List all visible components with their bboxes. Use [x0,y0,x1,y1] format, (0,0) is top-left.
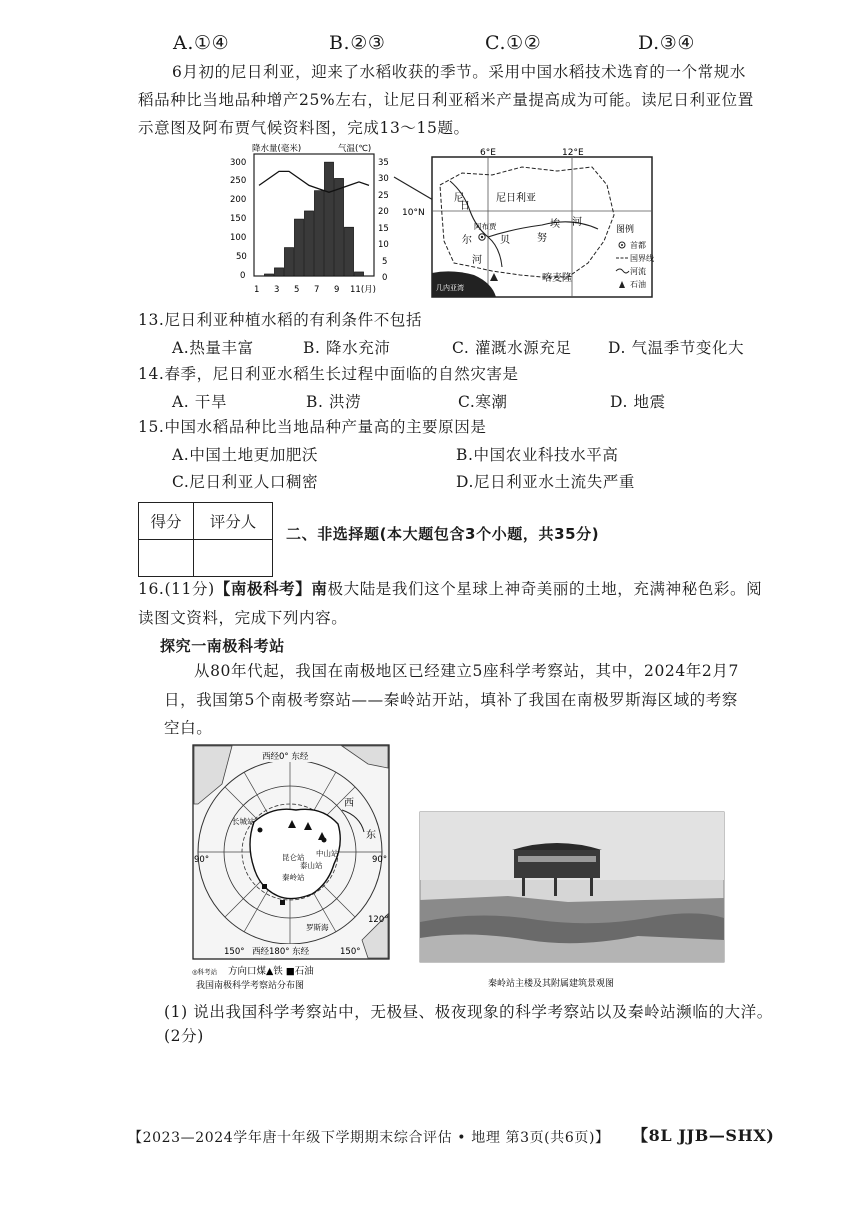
right-tick-5: 5 [382,257,388,267]
q14-option-a: A. 干旱 [172,393,228,411]
q12-option-a: A.①④ [173,32,230,54]
ross-sea-label: 罗斯海 [306,923,329,932]
legend-rest: 方向口煤▲铁 ■石油 [228,966,314,977]
q14-option-c: C.寒潮 [458,393,508,411]
benue-char-3: 埃 [550,219,560,230]
left-tick-200: 200 [230,195,247,205]
right-tick-25: 25 [378,191,389,201]
deg-120-right: 120° [368,915,389,925]
x-tick-5: 5 [294,285,300,295]
q15-option-a: A.中国土地更加肥沃 [172,446,319,464]
q15-option-c: C.尼日利亚人口稠密 [172,473,319,491]
station-dot-1 [322,838,327,843]
legend-title: 图例 [616,225,635,235]
x-tick-9: 9 [334,285,340,295]
station-qinling: 秦岭站 [282,873,305,882]
main-building [514,850,600,878]
intro-line-3: 示意图及阿布贾气候资料图，完成13～15题。 [138,119,470,137]
oil-icon-2 [280,900,285,905]
legend-oil: 石油 [630,280,646,289]
q15-stem: 15.中国水稻品种比当地品种产量高的主要原因是 [138,418,487,436]
cameroon-label: 喀麦隆 [542,273,572,284]
benue-char-1: 贝 [500,235,510,246]
nigeria-map [392,145,660,299]
explore-title: 探究一南极科考站 [160,637,285,655]
precip-bar-5 [294,219,303,276]
left-tick-0: 0 [240,271,246,281]
precip-bar-10 [344,227,353,276]
lon-6e-label: 6°E [480,148,496,158]
stilt-1 [522,878,525,896]
station-zhongshan: 中山站 [316,849,339,858]
lat-10n-label: 10°N [402,208,425,218]
right-tick-20: 20 [378,207,389,217]
chart-left-ticks [230,158,247,281]
niger-char-1: 尼 [454,193,464,204]
left-tick-150: 150 [230,214,247,224]
deg-150-right: 150° [340,947,361,957]
precip-bar-9 [334,178,343,276]
legend-capital-dot [621,244,623,246]
q13-stem: 13.尼日利亚种植水稻的有利条件不包括 [138,311,423,329]
bottom-meridian-label: 西经180° 东经 [252,947,310,957]
legend-capital: 首都 [630,241,646,250]
precip-bars [264,162,363,276]
q13-option-d: D. 气温季节变化大 [608,339,745,357]
q15-option-b: B.中国农业科技水平高 [456,446,619,464]
left-tick-100: 100 [230,233,247,243]
q13-option-b: B. 降水充沛 [303,339,391,357]
left-tick-250: 250 [230,176,247,186]
station-dot-2 [258,828,263,833]
building-windows [518,856,596,862]
q16-bold-char: 南 [311,579,328,598]
x-tick-3: 3 [274,285,280,295]
q16-line-2: 读图文资料，完成下列内容。 [138,609,348,627]
antarctic-map [192,744,392,994]
precip-bar-4 [284,248,293,276]
qinling-station-photo [418,810,726,990]
score-header: 得分 [139,503,194,540]
legend-river: 河流 [630,267,646,276]
q14-stem: 14.春季，尼日利亚水稻生长过程中面临的自然灾害是 [138,365,519,383]
right-tick-10: 10 [378,240,389,250]
legend-station: ◎科考站 [192,968,218,976]
x-tick-7: 7 [314,285,320,295]
right-tick-0b: 0 [382,273,388,283]
right-tick-35: 35 [378,158,389,168]
legend-border: 国界线 [630,254,654,263]
temperature-line [259,171,369,192]
precip-bar-7 [314,191,323,276]
chart-x-ticks [254,285,376,295]
east-label: 东 [366,830,376,841]
chart-right-ticks [378,158,389,283]
stilt-2 [554,878,557,896]
q13-option-a: A.热量丰富 [172,339,254,357]
deg-90-right: 90° [372,855,388,865]
deg-150-left: 150° [224,947,245,957]
q13-option-c: C. 灌溉水源充足 [452,339,572,357]
intro-line-2: 稻品种比当地品种增产25%左右，让尼日利亚稻米产量提高成为可能。读尼日利亚位置 [138,91,754,109]
q12-option-c: C.①② [485,32,542,54]
left-tick-300: 300 [230,158,247,168]
left-tick-50: 50 [236,252,247,262]
footer-main: 【2023—2024学年唐十年级下学期期末综合评估 • 地理 第3页(共6页)】 [128,1130,610,1146]
q16-1-line-2: (2分) [164,1027,204,1045]
right-tick-15: 15 [378,224,389,234]
deg-90-left: 90° [194,855,210,865]
q16-para-3: 空白。 [164,719,213,737]
q16-para-2: 日，我国第5个南极考察站——秦岭站开站，填补了我国在南极罗斯海区域的考察 [164,691,738,709]
chart-frame [254,154,374,276]
chart-y-left-label: 降水量(毫米) [252,144,302,154]
climate-chart [226,142,394,300]
niger-char-2: 日 [460,201,470,212]
grader-header: 评分人 [194,503,273,540]
station-changcheng: 长城站 [232,817,255,826]
q16-1-line-1: (1) 说出我国科学考察站中，无极昼、极夜现象的科学考察站以及秦岭站濒临的大洋。 [164,1003,773,1021]
gulf-label: 几内亚湾 [436,284,464,292]
station-taishan: 泰山站 [300,861,323,870]
precip-bar-8 [324,162,333,276]
right-tick-30: 30 [378,174,389,184]
capital-label: 阿布贾 [474,222,497,231]
stilt-3 [590,878,593,896]
station-kunlun: 昆仑站 [282,853,305,862]
antarctic-map-caption: 我国南极科学考察站分布图 [196,981,305,991]
section-2-title: 二、非选择题(本大题包含3个小题，共35分) [286,525,600,543]
niger-char-3: 尔 [462,235,472,246]
niger-char-4: 河 [472,255,482,266]
precip-bar-3 [274,268,283,276]
q12-option-d: D.③④ [638,32,696,54]
lon-12e-label: 12°E [562,148,584,158]
top-meridian-label: 西经0° 东经 [262,752,309,762]
x-tick-11: 11(月) [350,285,376,295]
capital-dot [481,236,483,238]
intro-line-1: 6月初的尼日利亚，迎来了水稻收获的季节。采用中国水稻技术选育的一个常规水 [172,63,746,81]
precip-bar-2 [264,274,273,276]
footer-code: 【8L JJB—SHX) [632,1126,775,1145]
grader-cell[interactable] [194,540,273,577]
west-label: 西 [344,798,354,809]
q14-option-b: B. 洪涝 [306,393,362,411]
q14-option-d: D. 地震 [610,393,666,411]
precip-bar-11 [354,272,363,276]
precip-bar-6 [304,211,313,276]
benue-char-4: 河 [572,217,582,228]
q16-line-1 [138,575,762,603]
x-tick-1: 1 [254,285,260,295]
score-box [138,502,273,577]
score-cell[interactable] [139,540,194,577]
q16-tag: 【南极科考】 [214,579,312,598]
q16-para-1: 从80年代起，我国在南极地区已经建立5座科学考察站，其中，2024年2月7 [194,662,739,680]
q16-prefix: 16.(11分) [138,580,215,598]
oil-icon-1 [262,884,267,889]
q15-option-d: D.尼日利亚水土流失严重 [456,473,636,491]
country-label: 尼日利亚 [496,193,536,204]
q12-option-b: B.②③ [329,32,386,54]
benue-char-2: 努 [537,233,547,244]
q16-line-1-rest: 极大陆是我们这个星球上神奇美丽的土地，充满神秘色彩。阅 [327,580,763,598]
chart-y-right-label: 气温(℃) [338,144,372,154]
photo-caption: 秦岭站主楼及其附属建筑景观图 [488,979,615,989]
